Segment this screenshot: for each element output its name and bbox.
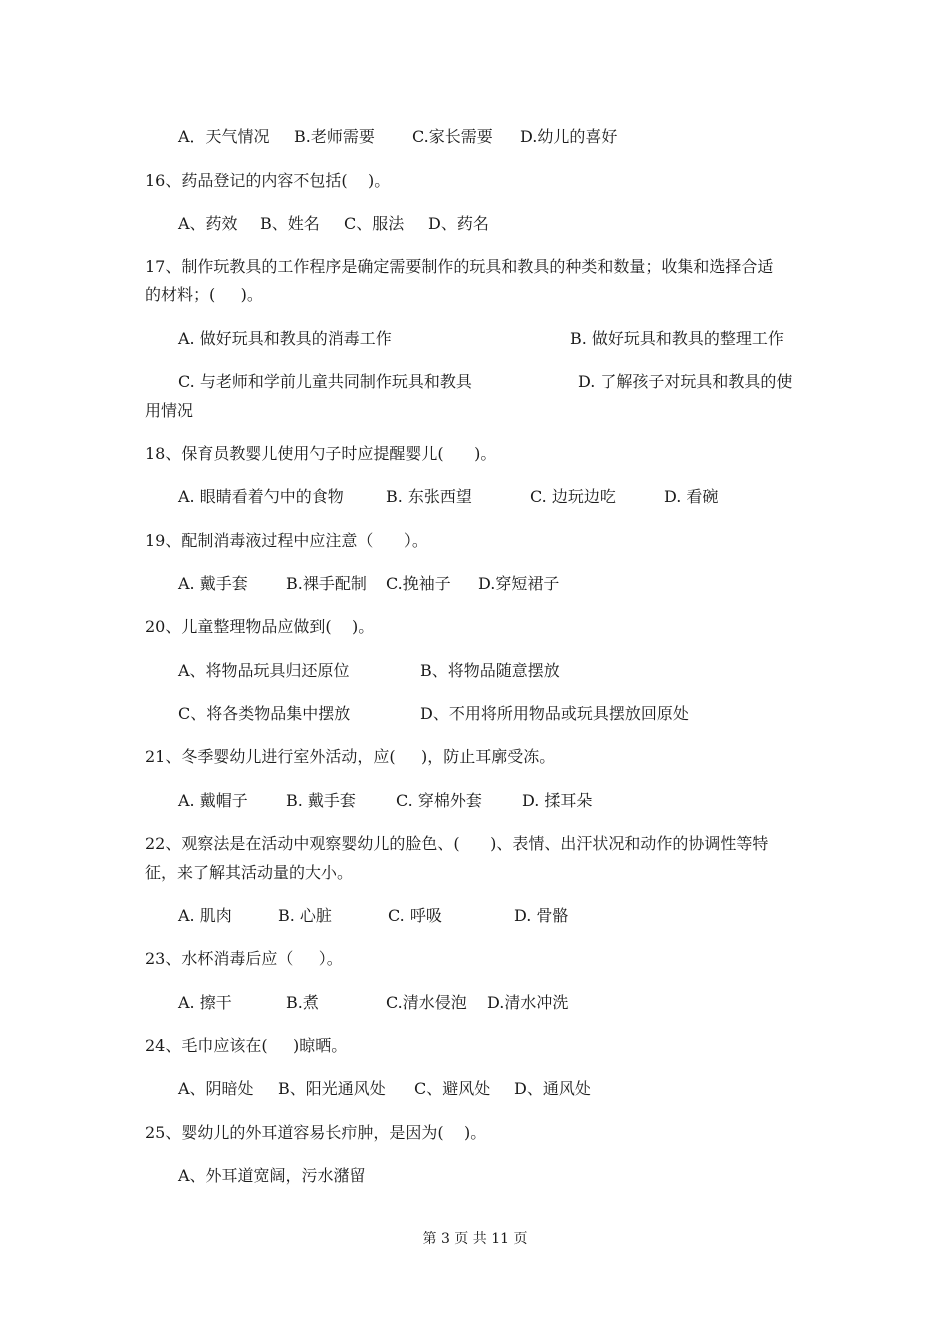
q24-option-c: C、避风处 <box>414 1079 491 1098</box>
q15-option-a: A．天气情况 <box>178 127 270 146</box>
q22-option-b: B. 心脏 <box>278 906 332 925</box>
q22-stem-line1: 22、观察法是在活动中观察婴幼儿的脸色、( )、表情、出汗状况和动作的协调性等特 <box>145 834 769 853</box>
q16-option-d: D、药名 <box>428 214 489 233</box>
q15-option-b: B.老师需要 <box>294 127 375 146</box>
q21-option-b: B. 戴手套 <box>286 791 356 810</box>
q18-option-b: B. 东张西望 <box>386 487 472 506</box>
q20-option-d: D、不用将所用物品或玩具摆放回原处 <box>420 704 689 723</box>
q17-option-a: A. 做好玩具和教具的消毒工作 <box>178 329 392 348</box>
q20-option-c: C、将各类物品集中摆放 <box>178 704 351 723</box>
q22-option-c: C. 呼吸 <box>388 906 442 925</box>
q19-option-d: D.穿短裙子 <box>478 574 560 593</box>
q16-option-c: C、服法 <box>344 214 405 233</box>
q22-option-d: D. 骨骼 <box>514 906 569 925</box>
q22-stem-line2: 征，来了解其活动量的大小。 <box>145 863 354 882</box>
q18-stem: 18、保育员教婴儿使用勺子时应提醒婴儿( )。 <box>145 444 497 463</box>
q23-option-b: B.煮 <box>286 993 319 1012</box>
q19-option-c: C.挽袖子 <box>386 574 451 593</box>
q20-option-b: B、将物品随意摆放 <box>420 661 560 680</box>
q17-option-d-line1: D. 了解孩子对玩具和教具的使 <box>578 372 793 391</box>
q15-option-d: D.幼儿的喜好 <box>520 127 618 146</box>
q20-stem: 20、儿童整理物品应做到( )。 <box>145 617 375 636</box>
q21-option-d: D. 揉耳朵 <box>522 791 593 810</box>
q15-option-c: C.家长需要 <box>412 127 493 146</box>
q17-stem-line2: 的材料；( )。 <box>145 285 263 304</box>
q21-option-c: C. 穿棉外套 <box>396 791 482 810</box>
q23-stem: 23、水杯消毒后应（ ）。 <box>145 949 343 968</box>
q17-stem-line1: 17、制作玩教具的工作程序是确定需要制作的玩具和教具的种类和数量；收集和选择合适 <box>145 257 774 276</box>
q24-option-d: D、通风处 <box>514 1079 591 1098</box>
q24-option-a: A、阴暗处 <box>178 1079 254 1098</box>
page-footer: 第 3 页 共 11 页 <box>422 1231 528 1247</box>
q21-option-a: A. 戴帽子 <box>178 791 248 810</box>
q17-option-b: B. 做好玩具和教具的整理工作 <box>570 329 784 348</box>
q25-option-a: A、外耳道宽阔，污水潴留 <box>178 1166 366 1185</box>
q23-option-a: A. 擦干 <box>178 993 232 1012</box>
q16-option-b: B、姓名 <box>260 214 320 233</box>
q16-stem: 16、药品登记的内容不包括( )。 <box>145 171 391 190</box>
q18-option-d: D. 看碗 <box>664 487 719 506</box>
q16-option-a: A、药效 <box>178 214 238 233</box>
q23-option-c: C.清水侵泡 <box>386 993 467 1012</box>
q19-stem: 19、配制消毒液过程中应注意（ ）。 <box>145 531 428 550</box>
q17-option-d-line2: 用情况 <box>145 401 194 420</box>
q24-stem: 24、毛巾应该在( )晾晒。 <box>145 1036 348 1055</box>
q17-option-c: C. 与老师和学前儿童共同制作玩具和教具 <box>178 372 472 391</box>
q22-option-a: A. 肌肉 <box>178 906 232 925</box>
q23-option-d: D.清水冲洗 <box>487 993 569 1012</box>
q24-option-b: B、阳光通风处 <box>278 1079 386 1098</box>
q18-option-a: A. 眼睛看着勺中的食物 <box>178 487 344 506</box>
q18-option-c: C. 边玩边吃 <box>530 487 616 506</box>
q19-option-a: A. 戴手套 <box>178 574 248 593</box>
q25-stem: 25、婴幼儿的外耳道容易长疖肿，是因为( )。 <box>145 1123 487 1142</box>
q21-stem: 21、冬季婴幼儿进行室外活动，应( )，防止耳廓受冻。 <box>145 747 556 766</box>
q20-option-a: A、将物品玩具归还原位 <box>178 661 350 680</box>
q19-option-b: B.裸手配制 <box>286 574 367 593</box>
